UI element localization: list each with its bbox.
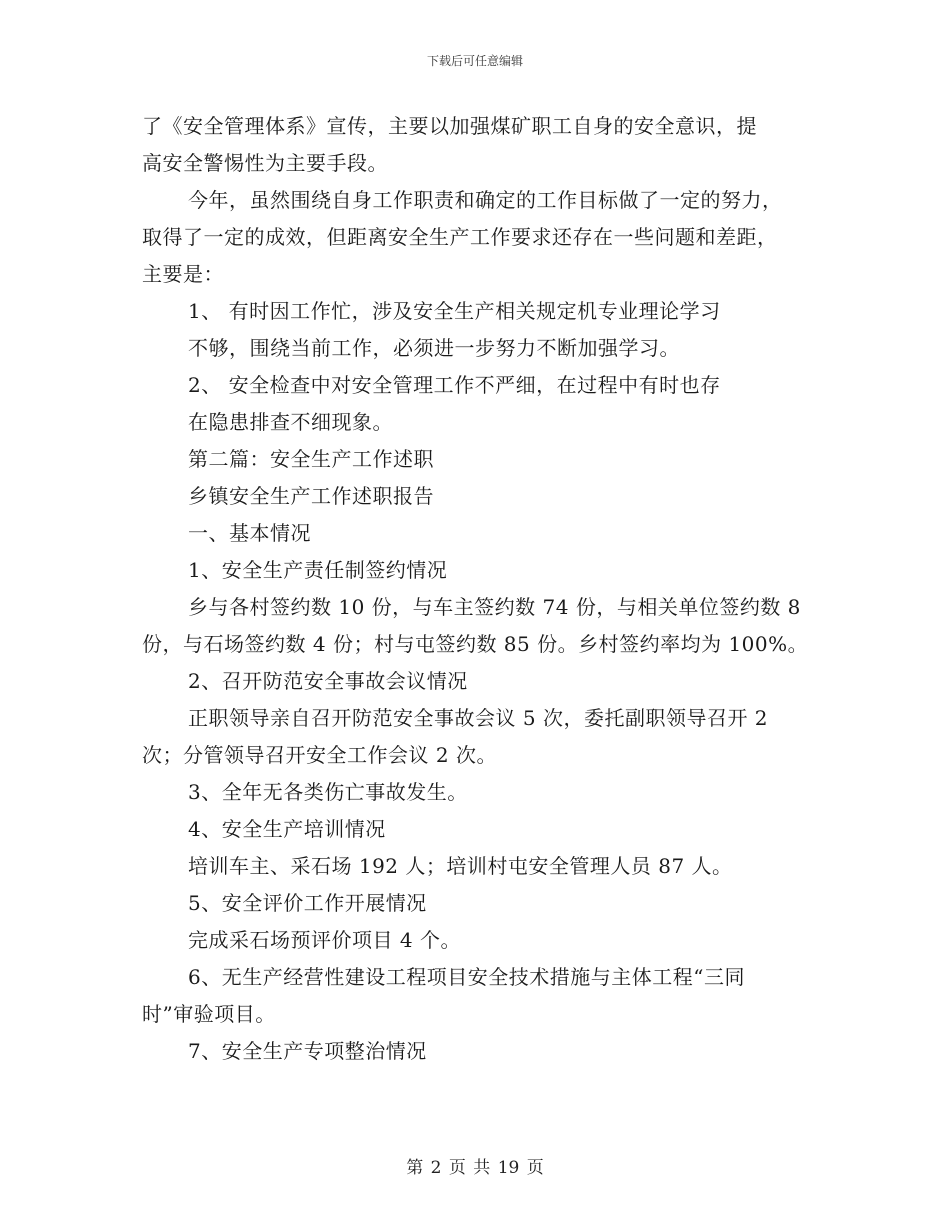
text-line: 1、 有时因工作忙，涉及安全生产相关规定机专业理论学习 — [188, 299, 721, 323]
text-line: 时”审验项目。 — [142, 1002, 276, 1026]
text-line: 不够，围绕当前工作，必须进一步努力不断加强学习。 — [188, 336, 680, 360]
text-line: 今年，虽然围绕自身工作职责和确定的工作目标做了一定的努力， — [188, 188, 783, 212]
page-header: 下载后可任意编辑 — [426, 54, 523, 68]
subsection-heading: 5、安全评价工作开展情况 — [188, 891, 427, 915]
subsection-heading: 7、安全生产专项整治情况 — [188, 1039, 427, 1063]
section-heading: 一、基本情况 — [188, 521, 311, 545]
report-title: 乡镇安全生产工作述职报告 — [188, 484, 434, 508]
section-heading: 第二篇：安全生产工作述职 — [188, 447, 434, 471]
text-line: 次；分管领导召开安全工作会议 2 次。 — [142, 743, 497, 767]
subsection-heading: 6、无生产经营性建设工程项目安全技术措施与主体工程“三同 — [188, 965, 745, 989]
page-number: 第 2 页 共 19 页 — [406, 1158, 544, 1178]
subsection-heading: 1、安全生产责任制签约情况 — [188, 558, 448, 582]
text-line: 在隐患排查不细现象。 — [188, 410, 393, 434]
text-line: 主要是： — [142, 262, 224, 286]
text-line: 培训车主、采石场 192 人；培训村屯安全管理人员 87 人。 — [188, 854, 733, 878]
text-line: 份，与石场签约数 4 份；村与屯签约数 85 份。乡村签约率均为 100%。 — [142, 632, 809, 656]
text-line: 正职领导亲自召开防范安全事故会议 5 次，委托副职领导召开 2 — [188, 706, 769, 730]
subsection-heading: 2、召开防范安全事故会议情况 — [188, 669, 468, 693]
text-line: 了《安全管理体系》宣传，主要以加强煤矿职工自身的安全意识，提 — [142, 114, 757, 138]
text-line: 高安全警惕性为主要手段。 — [142, 151, 388, 175]
document-body — [142, 108, 822, 1070]
text-line: 完成采石场预评价项目 4 个。 — [188, 928, 461, 952]
text-line: 2、 安全检查中对安全管理工作不严细，在过程中有时也存 — [188, 373, 721, 397]
subsection-heading: 3、全年无各类伤亡事故发生。 — [188, 780, 468, 804]
text-line: 乡与各村签约数 10 份，与车主签约数 74 份，与相关单位签约数 8 — [188, 595, 801, 619]
text-line: 取得了一定的成效，但距离安全生产工作要求还存在一些问题和差距， — [142, 225, 778, 249]
subsection-heading: 4、安全生产培训情况 — [188, 817, 386, 841]
